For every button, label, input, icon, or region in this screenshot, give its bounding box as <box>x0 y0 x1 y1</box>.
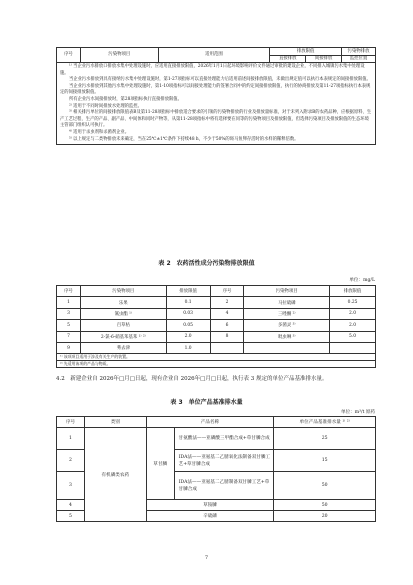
cell: 乐果 <box>80 297 166 308</box>
col-header: 类别 <box>84 417 146 428</box>
cell: 2 <box>210 297 244 308</box>
cell: 20 <box>274 511 376 522</box>
cell: 50 <box>274 472 376 500</box>
note-line: 当企业污水排放到其他污水集中处理设施时，第1-10项指标可以间接处理能力的签署合同中的约定间接排放限值，执行的协商排放及第11-27项指标执行本表规定的间接排放限值。 <box>60 83 371 96</box>
table3-caption: 表 3 单位产品基准排水量 <box>170 399 243 406</box>
pollutant-limits-table <box>56 47 376 145</box>
col-header: 产品名称 <box>146 417 274 428</box>
header-limit-group: 排放限值 <box>270 48 342 56</box>
section-paragraph: 4.2 新建企业自 2026年□月□日起，现有企业自 2026年□月□日起，执行表 3 规定的单位产品基准排水量。 <box>56 376 328 382</box>
cell: 4 <box>210 308 244 319</box>
cell: 0.1 <box>166 297 210 308</box>
cell: 1 <box>57 428 85 450</box>
table-row <box>57 308 376 319</box>
cell: 5 <box>57 320 81 331</box>
note-line: ²⁾ 适用于不同时间排放水处理的监控。 <box>69 103 142 109</box>
cell: 草铵膦 <box>146 500 274 511</box>
table-row <box>57 297 376 308</box>
cell: 8 <box>210 331 244 342</box>
cell: 多菌灵 ³⁾ <box>244 320 330 331</box>
cell: 百草枯 <box>80 320 166 331</box>
note-line: ³⁾ 相关排污单位的间接排放限值表B及第11-28项指标中排放适合要求的引领的污染物排放的行业及排放量标准，对于未列入附录B的农药品种，应根据原料、生产工艺过程、生产的产品、副产品、中间体和同时产物等，从第11-28项指标中将有选择要在同等的污染物项目及排放限值，但选择污染项目及排放限值的生态环境主管部门组织认可执行。 <box>60 110 372 129</box>
cell: 7 <box>57 331 81 342</box>
header-pollutant: 污染物项目 <box>80 48 158 63</box>
cell: 0.05 <box>166 320 210 331</box>
cell: 5 <box>57 511 85 522</box>
cell: 吡虫啉 ³⁾ <box>244 331 330 342</box>
col-header: 序号 <box>57 286 81 297</box>
cell: 1.0 <box>166 342 210 353</box>
note-line: ¹⁾ 当企业污水排放口排放水集中处理设施时，应适用直接排放限值，2026年1月1日起环境影响评价文件通过审批的建设企业，不同排入城镇污水集中处理设施。 <box>60 64 365 76</box>
cell: 氰虫酯 ¹⁾ <box>80 308 166 319</box>
table2-note: ²⁾ 先适用该项的产品与物质。 <box>57 361 376 368</box>
cell: 15 <box>274 450 376 472</box>
cell: 9 <box>57 342 81 353</box>
cell: 1 <box>57 297 81 308</box>
col-header: 污染物项目 <box>244 286 330 297</box>
table2-note: ¹⁾ 该项项目适用于涉及有关生产的装置。 <box>57 354 376 361</box>
table2-unit: 单位：mg/L <box>349 278 375 283</box>
cell: 莠去津 <box>80 342 166 353</box>
note-line: 所有企业污水间接排放时，第28项指标执行直接排放限值。 <box>69 96 182 102</box>
cell: 2.0 <box>166 331 210 342</box>
cell: 5.0 <box>330 331 376 342</box>
cell: 2-氯-6-硝基苯基苯 ¹⁾ ²⁾ <box>80 331 166 342</box>
header-no: 序号 <box>57 48 81 63</box>
header-indirect: 间接排放 <box>306 56 342 63</box>
col-header: 排放限值 <box>330 286 376 297</box>
category-cell: 有机磷类农药 <box>84 428 146 522</box>
table2-caption: 表 2 农药活性成分污染物排放限值 <box>158 260 255 267</box>
cell: 50 <box>274 500 376 511</box>
col-header: 单位产品基准排水量 ¹⁾ ²⁾ <box>274 417 376 428</box>
cell: 辛硫磷 <box>146 511 274 522</box>
cell: 4 <box>57 500 85 511</box>
cell <box>330 342 376 353</box>
col-header: 污染物项目 <box>80 286 166 297</box>
table3-unit: 单位：m³/t 原药 <box>340 410 375 415</box>
cell: IDA法——亚氨基二乙腈制备双甘膦工艺+草甘膦合成 <box>174 472 274 500</box>
table1-notes <box>57 63 376 145</box>
water-volume-table <box>56 416 376 522</box>
page-number: 7 <box>204 555 209 561</box>
table-header-row <box>57 417 376 428</box>
table-row <box>57 320 376 331</box>
col-header: 序号 <box>57 417 85 428</box>
cell: 甘氨酸法——亚磷酸三甲酯合成+草甘膦合成 <box>174 428 274 450</box>
cell: 0.25 <box>330 297 376 308</box>
header-monitor-group: 污染物排放 <box>342 48 376 56</box>
cell: 3 <box>57 472 85 500</box>
table-row <box>57 331 376 342</box>
cell: IDA法——亚氨基二乙腈氧化法制备双甘膦工艺+草甘膦合成 <box>174 450 274 472</box>
cell: 2.0 <box>330 320 376 331</box>
col-header: 排放限值 <box>166 286 210 297</box>
cell: 三唑酮 ²⁾ <box>244 308 330 319</box>
table-header-row <box>57 286 376 297</box>
table-row <box>57 428 376 450</box>
cell <box>244 342 330 353</box>
cell: 25 <box>274 428 376 450</box>
table-row <box>57 342 376 353</box>
header-scope: 适用范围 <box>158 48 270 63</box>
note-line: ⁴⁾ 适用于杀虫剂和杀菌剂企业。 <box>69 129 130 135</box>
note-line: ⁵⁾ 以上规定与二类物排放未来确定，当在25℃±1℃条件下持续48 h，不少于50%的斑马鱼卵存活时的水样的稀释倍数。 <box>69 136 299 142</box>
cell: 马拉硫磷 <box>244 297 330 308</box>
sub-category-cell: 草甘膦 <box>146 428 174 500</box>
cell: 2 <box>57 450 85 472</box>
header-direct: 直接排放 <box>270 56 306 63</box>
cell <box>210 342 244 353</box>
cell: 2.0 <box>330 308 376 319</box>
col-header: 序号 <box>210 286 244 297</box>
cell: 6 <box>210 320 244 331</box>
cell: 3 <box>57 308 81 319</box>
active-ingredient-table <box>56 285 376 368</box>
header-monitor: 监控位置 <box>342 56 376 63</box>
cell: 0.03 <box>166 308 210 319</box>
note-line: 当企业污水排放到具有接纳污水集中处理设施时，第1-27项指标可以直接处理能力后适用前述间接排放限值，未做出规定值可以执行本表规定的间接排放限值。 <box>69 77 371 83</box>
